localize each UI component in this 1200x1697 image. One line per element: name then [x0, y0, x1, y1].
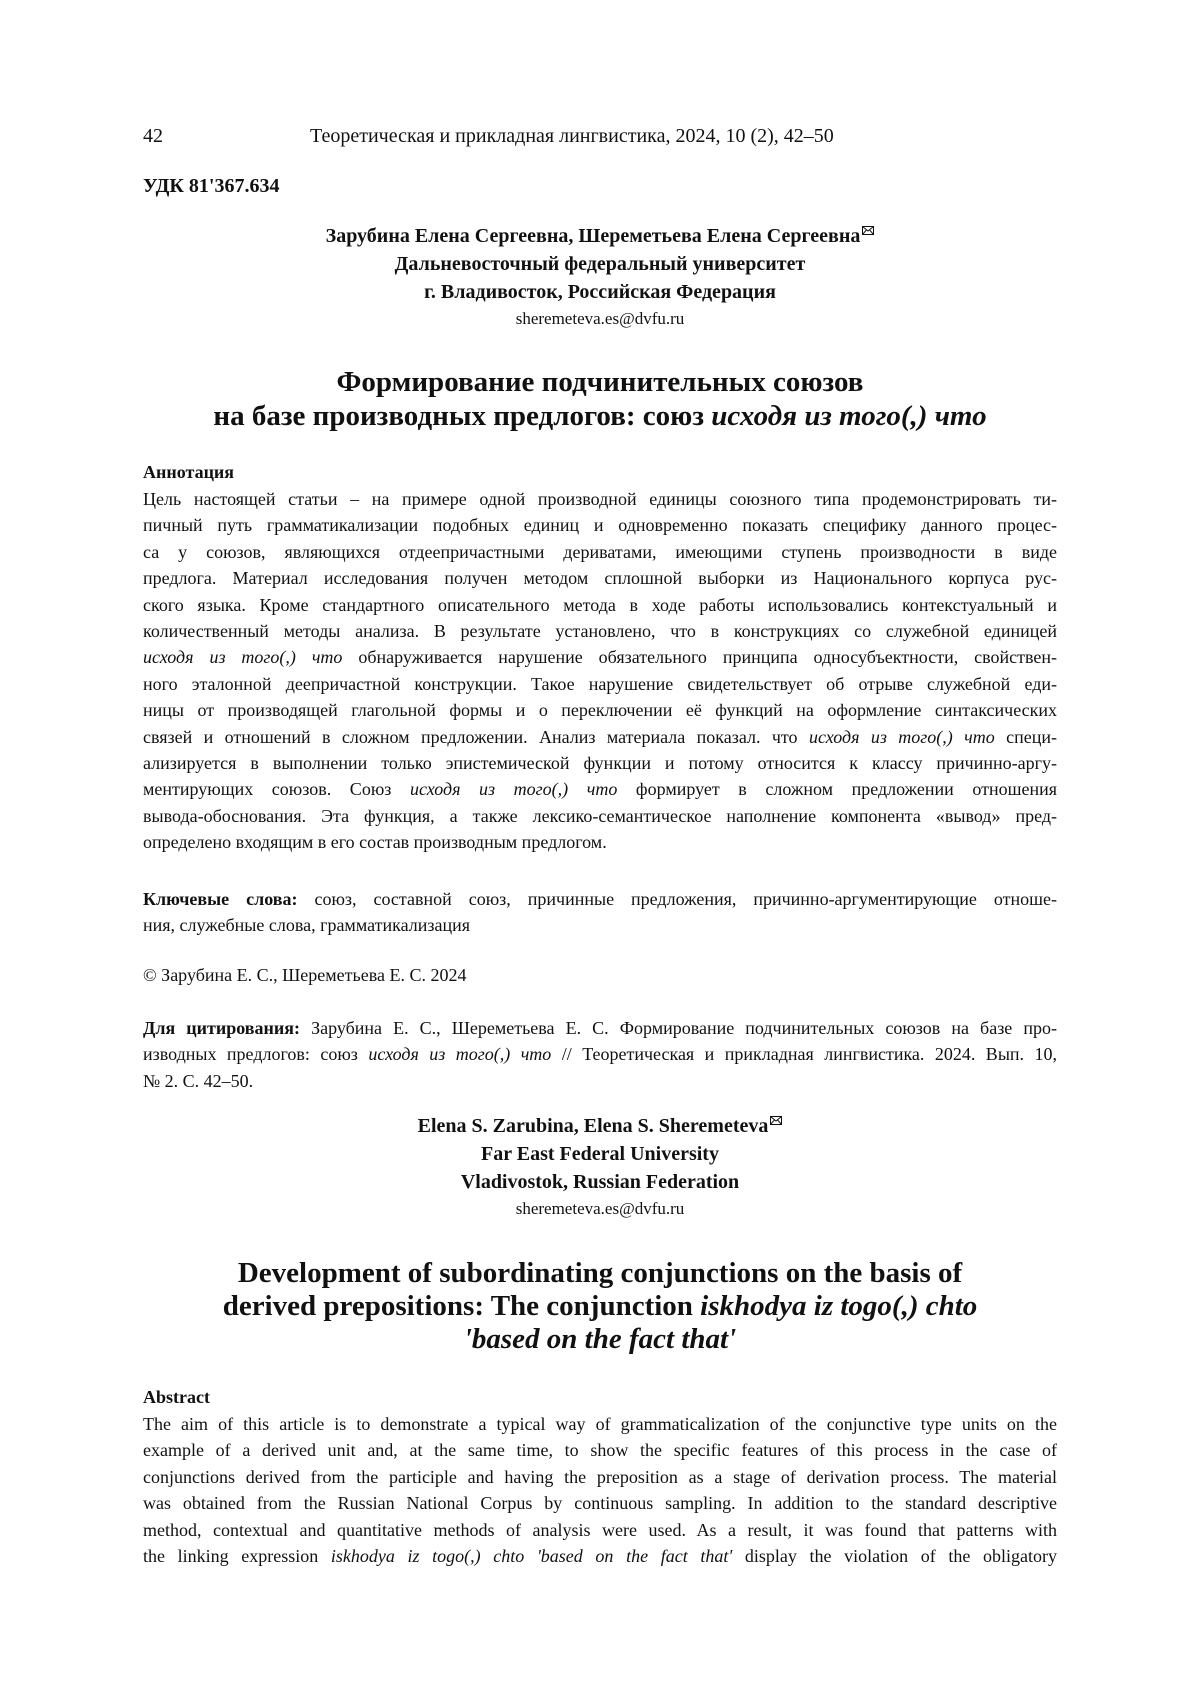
ru-abstract-line: са у союзов, являющихся отдеепричастными дериватами, имеющими ступень производности в виде	[143, 539, 1057, 565]
ru-abstract-text: связей и отношений в сложном предложении. Анализ материала показал. что	[143, 727, 809, 747]
ru-abstract-line	[143, 644, 1057, 670]
ru-abstract-line	[143, 776, 1057, 802]
en-email[interactable]: sheremeteva.es@dvfu.ru	[143, 1195, 1057, 1223]
ru-abstract-line: ного эталонной деепричастной конструкции. Такое нарушение свидетельствует об отрыве служебной еди-	[143, 671, 1057, 697]
en-abstract-text: the linking expression	[143, 1546, 331, 1566]
ru-keywords-line	[143, 886, 1057, 912]
en-abstract-line: was obtained from the Russian National Corpus by continuous sampling. In addition to the standard descriptive	[143, 1490, 1057, 1516]
ru-abstract-italic: исходя из того(,) что	[809, 727, 995, 747]
ru-keywords-line: ния, служебные слова, грамматикализация	[143, 912, 1057, 938]
ru-citation-line: № 2. С. 42–50.	[143, 1068, 1057, 1094]
ru-abstract-line: ализируется в выполнении только эпистемической функции и потому относится к классу причинно-аргу-	[143, 750, 1057, 776]
envelope-icon	[862, 226, 874, 235]
ru-abstract-text: ментирующих союзов. Союз	[143, 779, 410, 799]
en-abstract-line: method, contextual and quantitative methods of analysis were used. As a result, it was found that patterns with	[143, 1517, 1057, 1543]
ru-abstract-line: Цель настоящей статьи – на примере одной производной единицы союзного типа продемонстрировать ти-	[143, 486, 1057, 512]
ru-keywords	[143, 886, 1057, 939]
ru-abstract-line: ского языка. Кроме стандартного описательного метода в ходе работы использовались контекстуальный и	[143, 592, 1057, 618]
en-authors	[143, 1112, 1057, 1140]
en-abstract-text: display the violation of the obligatory	[732, 1546, 1057, 1566]
ru-citation	[143, 1015, 1057, 1094]
en-authors-text: Elena S. Zarubina, Elena S. Sheremeteva	[418, 1115, 769, 1137]
ru-abstract-italic: исходя из того(,) что	[143, 647, 342, 667]
udc-code: УДК 81'367.634	[143, 174, 279, 198]
en-city: Vladivostok, Russian Federation	[143, 1168, 1057, 1196]
ru-title-italic: исходя из того(,) что	[711, 400, 986, 432]
en-abstract-line	[143, 1543, 1057, 1569]
ru-abstract-line: предлога. Материал исследования получен методом сплошной выборки из Национального корпуса рус-	[143, 565, 1057, 591]
en-abstract-italic: iskhodya iz togo(,) chto 'based on the fact that'	[331, 1546, 732, 1566]
en-title-italic: iskhodya iz togo(,) chto	[700, 1290, 977, 1322]
en-abstract-line: The aim of this article is to demonstrate a typical way of grammaticalization of the conjunctive type units on the	[143, 1411, 1057, 1437]
running-header: Теоретическая и прикладная лингвистика, 2024, 10 (2), 42–50	[310, 124, 834, 148]
ru-abstract-line: определено входящим в его состав производным предлогом.	[143, 829, 1057, 855]
journal-page	[0, 0, 1200, 1697]
en-title-line-1: Development of subordinating conjunctions on the basis of	[143, 1257, 1057, 1290]
ru-citation-text: // Теоретическая и прикладная лингвистика. 2024. Вып. 10,	[551, 1044, 1057, 1064]
ru-citation-text: Зарубина Е. С., Шереметьева Е. С. Формирование подчинительных союзов на базе про-	[300, 1018, 1057, 1038]
ru-abstract-text: формирует в сложном предложении отношения	[617, 779, 1057, 799]
ru-city: г. Владивосток, Российская Федерация	[143, 278, 1057, 306]
en-abstract	[143, 1411, 1057, 1569]
ru-abstract-italic: исходя из того(,) что	[410, 779, 617, 799]
ru-abstract-line: вывода-обоснования. Эта функция, а также лексико-семантическое наполнение компонента «вывод» пред-	[143, 803, 1057, 829]
ru-email[interactable]: sheremeteva.es@dvfu.ru	[143, 305, 1057, 333]
ru-authors	[143, 222, 1057, 250]
en-abstract-line: conjunctions derived from the participle and having the preposition as a stage of derivation process. The material	[143, 1464, 1057, 1490]
ru-title-line-2	[143, 399, 1057, 433]
en-title-plain: derived prepositions: The conjunction	[223, 1290, 700, 1322]
ru-title-line-1: Формирование подчинительных союзов	[143, 365, 1057, 399]
ru-citation-line	[143, 1041, 1057, 1067]
ru-abstract-heading: Аннотация	[143, 460, 234, 484]
ru-abstract	[143, 486, 1057, 855]
ru-affiliation: Дальневосточный федеральный университет	[143, 250, 1057, 278]
ru-abstract-line: пичный путь грамматикализации подобных единиц и одновременно показать специфику данного процес-	[143, 512, 1057, 538]
en-title-line-2	[143, 1290, 1057, 1323]
ru-citation-label: Для цитирования:	[143, 1018, 300, 1038]
ru-abstract-text: обнаруживается нарушение обязательного принципа односубъектности, свойствен-	[342, 647, 1057, 667]
ru-abstract-text: специ-	[995, 727, 1057, 747]
ru-title-plain: на базе производных предлогов: союз	[213, 400, 711, 432]
ru-abstract-line: ницы от производящей глагольной формы и о переключении её функций на оформление синтаксических	[143, 697, 1057, 723]
ru-authors-text: Зарубина Елена Сергеевна, Шереметьева Елена Сергеевна	[326, 225, 861, 247]
ru-abstract-line: количественный методы анализа. В результате установлено, что в конструкциях со служебной единицей	[143, 618, 1057, 644]
ru-keywords-text: союз, составной союз, причинные предложения, причинно-аргументирующие отноше-	[297, 889, 1057, 909]
ru-copyright-text: © Зарубина Е. С., Шереметьева Е. С. 2024	[143, 962, 1057, 988]
ru-copyright	[143, 962, 1057, 988]
en-affiliation: Far East Federal University	[143, 1140, 1057, 1168]
ru-citation-line	[143, 1015, 1057, 1041]
en-title-italic: 'based on the fact that'	[464, 1323, 736, 1355]
en-abstract-line: example of a derived unit and, at the same time, to show the specific features of this process in the case of	[143, 1437, 1057, 1463]
ru-citation-text: изводных предлогов: союз	[143, 1044, 368, 1064]
page-number: 42	[143, 124, 163, 148]
en-abstract-heading: Abstract	[143, 1385, 210, 1409]
ru-keywords-label: Ключевые слова:	[143, 889, 297, 909]
ru-abstract-line	[143, 724, 1057, 750]
en-title-line-3	[143, 1323, 1057, 1356]
envelope-icon	[770, 1116, 782, 1125]
ru-citation-italic: исходя из того(,) что	[368, 1044, 551, 1064]
